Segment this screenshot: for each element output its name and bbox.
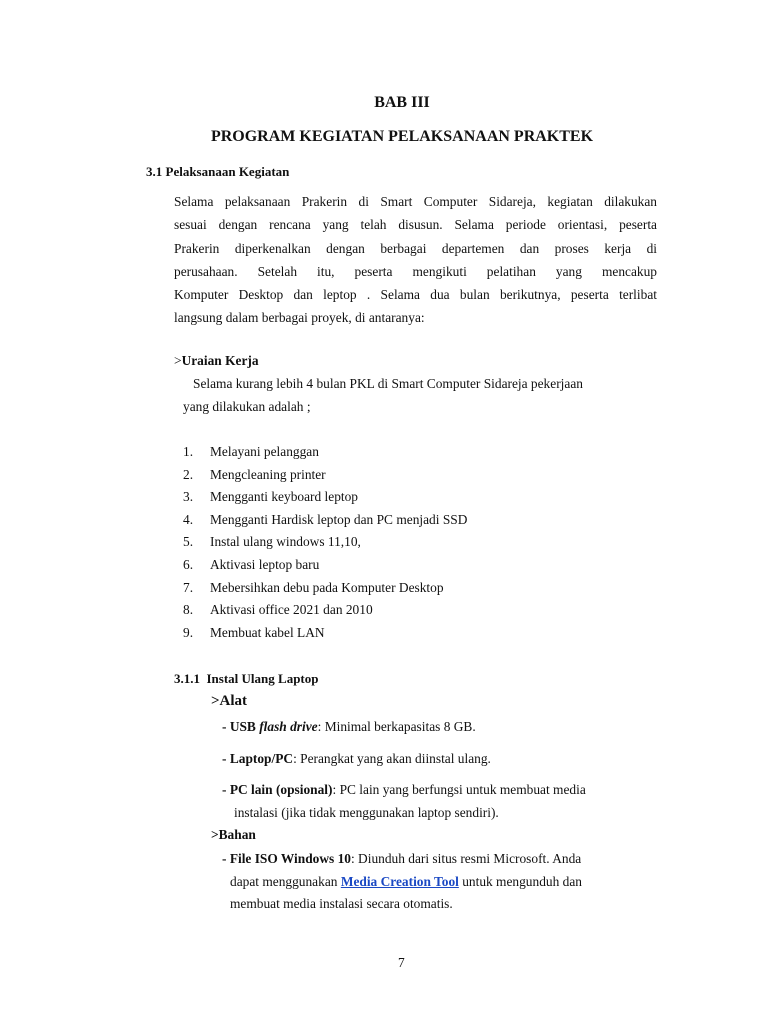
paragraph-line: Prakerin diperkenalkan dengan berbagai departemen dan proses kerja di <box>174 240 657 256</box>
uraian-line-2: yang dilakukan adalah ; <box>183 399 311 414</box>
section-heading: 3.1 Pelaksanaan Kegiatan <box>146 164 290 179</box>
subsection-heading <box>174 671 318 687</box>
alat-item-usb <box>222 719 476 735</box>
uraian-prefix: > <box>174 353 182 368</box>
list-item <box>183 512 467 528</box>
list-item <box>183 534 361 550</box>
list-number: 8. <box>183 602 194 617</box>
bahan-item-bold: File ISO Windows 10 <box>229 851 351 866</box>
chapter-label: BAB III <box>374 94 430 111</box>
paragraph-line: sesuai dengan rencana yang telah disusun. Selama periode orientasi, peserta <box>174 217 657 233</box>
alat-label: >Alat <box>211 693 248 709</box>
media-creation-tool-link[interactable]: Media Creation Tool <box>340 874 459 889</box>
list-number: 1. <box>183 444 194 459</box>
list-number: 2. <box>183 467 194 482</box>
alat-item-rest: : Perangkat yang akan diinstal ulang. <box>293 751 491 766</box>
list-text: Melayani pelanggan <box>210 444 319 459</box>
paragraph-line: Komputer Desktop dan leptop . Selama dua bulan berikutnya, peserta terlibat <box>174 287 657 303</box>
list-number: 9. <box>183 625 194 640</box>
page-number: 7 <box>398 955 405 970</box>
list-item <box>183 467 326 483</box>
chapter-title: PROGRAM KEGIATAN PELAKSANAAN PRAKTEK <box>210 128 594 145</box>
list-number: 5. <box>183 534 194 549</box>
list-item <box>183 602 373 618</box>
alat-item-bold: Laptop/PC <box>229 751 294 766</box>
list-text: Mengcleaning printer <box>210 467 326 482</box>
list-text: Mebersihkan debu pada Komputer Desktop <box>210 580 444 595</box>
list-item <box>183 580 444 596</box>
paragraph-line: perusahaan. Setelah itu, peserta mengikuti pelatihan yang mencakup <box>174 263 657 279</box>
dash: - <box>222 782 230 797</box>
list-text: Aktivasi office 2021 dan 2010 <box>210 602 373 617</box>
bahan-item-rest: : Diunduh dari situs resmi Microsoft. Anda <box>350 851 582 866</box>
bahan-label: >Bahan <box>211 827 256 842</box>
list-text: Aktivasi leptop baru <box>210 557 320 572</box>
dash: - <box>222 851 230 866</box>
paragraph-line: langsung dalam berbagai proyek, di antaranya: <box>174 310 425 326</box>
list-item <box>183 625 325 641</box>
alat-item-rest: : PC lain yang berfungsi untuk membuat media <box>332 782 586 797</box>
bahan-line2-pre: dapat menggunakan <box>230 874 341 889</box>
list-number: 4. <box>183 512 194 527</box>
bahan-item <box>222 851 581 867</box>
bahan-line2-post: untuk mengunduh dan <box>458 874 582 889</box>
list-item <box>183 444 319 460</box>
uraian-heading <box>174 353 259 369</box>
dash: - <box>222 719 230 734</box>
list-number: 6. <box>183 557 194 572</box>
bahan-item-line-3: membuat media instalasi secara otomatis. <box>230 896 453 911</box>
subsection-number: 3.1.1 <box>174 671 200 686</box>
uraian-line-1: Selama kurang lebih 4 bulan PKL di Smart Computer Sidareja pekerjaan <box>193 376 583 391</box>
list-text: Membuat kabel LAN <box>210 625 325 640</box>
alat-item-bold: USB <box>229 719 260 734</box>
list-item <box>183 557 319 573</box>
alat-item-laptop <box>222 751 491 767</box>
alat-item-pc-lain-cont: instalasi (jika tidak menggunakan laptop sendiri). <box>234 805 499 820</box>
list-text: Mengganti Hardisk leptop dan PC menjadi SSD <box>210 512 468 527</box>
alat-item-rest: : Minimal berkapasitas 8 GB. <box>317 719 476 734</box>
dash: - <box>222 751 230 766</box>
list-item <box>183 489 358 505</box>
list-text: Mengganti keyboard leptop <box>210 489 359 504</box>
list-number: 7. <box>183 580 194 595</box>
alat-item-pc-lain <box>222 782 586 798</box>
bahan-item-line-2 <box>230 874 582 890</box>
paragraph-line: Selama pelaksanaan Prakerin di Smart Computer Sidareja, kegiatan dilakukan <box>174 194 657 209</box>
list-text: Instal ulang windows 11,10, <box>210 534 361 549</box>
list-number: 3. <box>183 489 194 504</box>
section-paragraph <box>174 194 657 334</box>
subsection-title: Instal Ulang Laptop <box>206 671 319 686</box>
alat-item-italic: flash drive <box>259 719 318 734</box>
uraian-label: Uraian Kerja <box>181 353 259 368</box>
alat-item-bold: PC lain (opsional) <box>229 782 333 797</box>
